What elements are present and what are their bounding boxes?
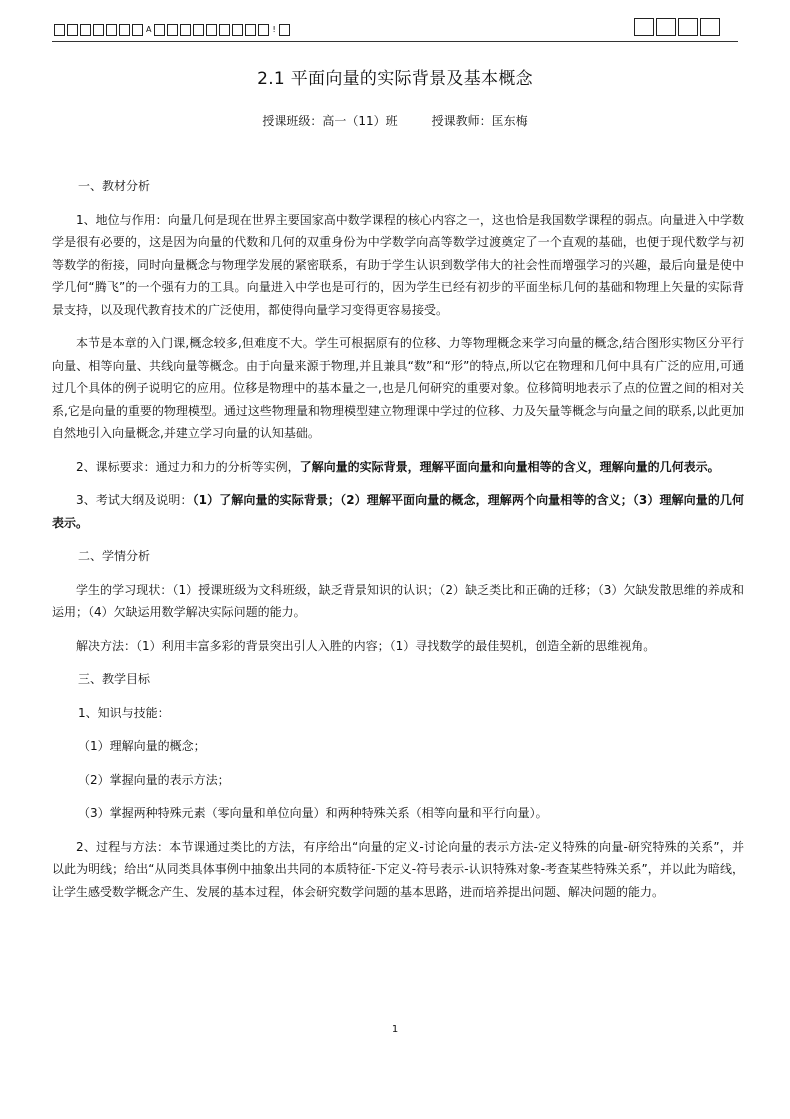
exam-bold: （1）了解向量的实际背景；（2）理解平面向量的概念，理解两个向量相等的含义；（3）理解向量的几何表示。 xyxy=(52,493,744,530)
paragraph-curriculum-standard xyxy=(52,456,744,479)
header-left xyxy=(54,22,290,38)
header-right-boxes xyxy=(634,18,720,36)
paragraph-exam-outline xyxy=(52,489,744,534)
header-glyph-box xyxy=(180,24,191,36)
header-glyph-box xyxy=(219,24,230,36)
header-right-box xyxy=(634,18,654,36)
header-glyph-char: A xyxy=(146,25,152,34)
section-heading-analysis: 一、教材分析 xyxy=(78,179,151,193)
header-glyph-box xyxy=(54,24,65,36)
header-glyph-box xyxy=(93,24,104,36)
header-rule xyxy=(52,41,738,42)
header-glyph-box xyxy=(119,24,130,36)
curriculum-prefix: 2、课标要求：通过力和力的分析等实例， xyxy=(76,459,300,474)
header-glyph-box xyxy=(232,24,243,36)
header-glyph-box xyxy=(193,24,204,36)
header-glyph-box xyxy=(258,24,269,36)
paragraph-student-status: 学生的学习现状：（1）授课班级为文科班级，缺乏背景知识的认识；（2）缺乏类比和正确的迁移；（3）欠缺发散思维的养成和运用；（4）欠缺运用数学解决实际问题的能力。 xyxy=(52,582,744,619)
header-right-box xyxy=(700,18,720,36)
objective-list-item: （3）掌握两种特殊元素（零向量和单位向量）和两种特殊关系（相等向量和平行向量）。 xyxy=(78,806,548,820)
page-number: 1 xyxy=(391,1024,399,1035)
objective-list-item: （1）理解向量的概念； xyxy=(78,739,206,753)
lesson-info xyxy=(0,112,790,129)
header-glyph-char: ! xyxy=(272,25,276,34)
paragraph-solutions: 解决方法：（1）利用丰富多彩的背景突出引人入胜的内容；（1）寻找数学的最佳契机，创造全新的思维视角。 xyxy=(76,638,656,653)
header-glyph-box xyxy=(106,24,117,36)
objective-knowledge-heading: 1、知识与技能： xyxy=(78,705,170,720)
class-label: 授课班级：高一（11）班 xyxy=(262,114,398,128)
section-heading-objectives: 三、教学目标 xyxy=(78,672,151,686)
header-glyph-box xyxy=(67,24,78,36)
paragraph-position-role: 1、地位与作用：向量几何是现在世界主要国家高中数学课程的核心内容之一，这也恰是我国数学课程的弱点。向量进入中学数学是很有必要的，这是因为向量的代数和几何的双重身份为中学数学向高等数学过渡奠定了一个直观的基础，也便于现代数学与初等数学的衔接，同时向量概念与物理学发展的紧密联系，有助于学生认识到数学伟大的社会性而增强学习的兴趣，最后向量是使中学几何“腾飞”的一个强有力的工具。向量进入中学也是可行的，因为学生已经有初步的平面坐标几何的基础和物理上矢量的实际背景支持，以及现代教育技术的广泛使用，都使得向量学习变得更容易接受。 xyxy=(52,212,744,317)
exam-prefix: 3、考试大纲及说明： xyxy=(76,493,193,507)
curriculum-bold: 了解向量的实际背景，理解平面向量和向量相等的含义，理解向量的几何表示。 xyxy=(299,459,720,474)
document-body xyxy=(52,175,744,903)
section-heading-students: 二、学情分析 xyxy=(78,549,151,563)
header-glyph-box xyxy=(279,24,290,36)
teacher-label: 授课教师：匡东梅 xyxy=(431,114,528,128)
header-glyph-box xyxy=(132,24,143,36)
header-right-box xyxy=(678,18,698,36)
header-right-box xyxy=(656,18,676,36)
header-glyph-box xyxy=(206,24,217,36)
page-title: 2.1 平面向量的实际背景及基本概念 xyxy=(257,69,533,89)
header-glyph-box xyxy=(167,24,178,36)
paragraph-process-method: 2、过程与方法：本节课通过类比的方法，有序给出“向量的定义-讨论向量的表示方法-定义特殊的向量-研究特殊的关系”，并以此为明线；给出“从同类具体事例中抽象出共同的本质特征-下定义-符号表示-认识特殊对象-考查某些特殊关系”，并以此为暗线，让学生感受数学概念产生、发展的基本过程，体会研究数学问题的基本思路，进而培养提出问题、解决问题的能力。 xyxy=(52,839,744,899)
header-glyph-box xyxy=(245,24,256,36)
header-glyph-box xyxy=(154,24,165,36)
header-glyph-box xyxy=(80,24,91,36)
paragraph-intro-lesson: 本节是本章的入门课,概念较多,但难度不大。学生可根据原有的位移、力等物理概念来学习向量的概念,结合图形实物区分平行向量、相等向量、共线向量等概念。由于向量来源于物理,并且兼具“数”和“形”的特点,所以它在物理和几何中具有广泛的应用,可通过几个具体的例子说明它的应用。位移是物理中的基本量之一,也是几何研究的重要对象。位移简明地表示了点的位置之间的相对关系,它是向量的重要的物理模型。通过这些物理量和物理模型建立物理课中学过的位移、力及矢量等概念与向量之间的联系,以此更加自然地引入向量概念,并建立学习向量的认知基础。 xyxy=(52,336,744,440)
objective-list-item: （2）掌握向量的表示方法； xyxy=(78,772,230,787)
